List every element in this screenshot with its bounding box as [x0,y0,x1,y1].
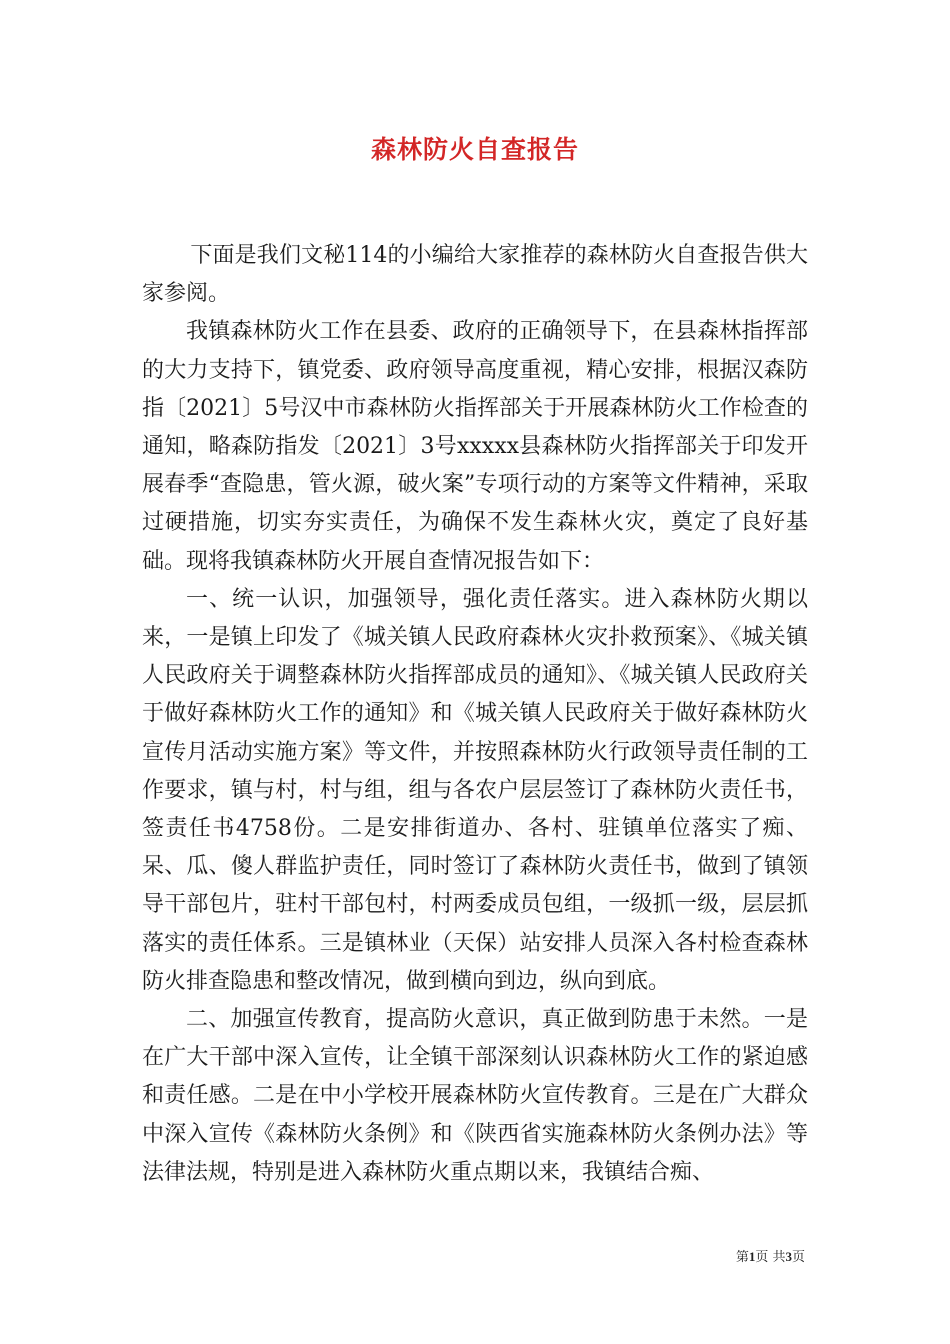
footer-suffix: 页 [791,1250,805,1265]
body-paragraph-3: 二、加强宣传教育，提高防火意识，真正做到防患于未然。一是在广大干部中深入宣传，让全镇干部深刻认识森林防火工作的紧迫感和责任感。二是在中小学校开展森林防火宣传教育。三是在广大群众中深入宣传《森林防火条例》和《陕西省实施森林防火条例办法》等法律法规，特别是进入森林防火重点期以来，我镇结合痴、 [142,1007,808,1185]
footer-current-page: 1 [748,1249,756,1264]
page-number-footer [736,1246,805,1265]
intro-paragraph: 下面是我们文秘114的小编给大家推荐的森林防火自查报告供大家参阅。 [142,243,808,307]
document-body [142,237,808,1192]
footer-prefix: 第 [735,1250,749,1265]
footer-middle: 页 共 [755,1250,786,1265]
body-paragraph-1: 我镇森林防火工作在县委、政府的正确领导下，在县森林指挥部的大力支持下，镇党委、政府领导高度重视，精心安排，根据汉森防指〔2021〕5号汉中市森林防火指挥部关于开展森林防火工作检查的通知，略森防指发〔2021〕3号xxxxx县森林防火指挥部关于印发开展春季“查隐患，管火源，破火案”专项行动的方案等文件精神，采取过硬措施，切实夯实责任，为确保不发生森林火灾，奠定了良好基础。现将我镇森林防火开展自查情况报告如下： [142,319,808,574]
body-paragraph-2: 一、统一认识，加强领导，强化责任落实。进入森林防火期以来，一是镇上印发了《城关镇人民政府森林火灾扑救预案》、《城关镇人民政府关于调整森林防火指挥部成员的通知》、《城关镇人民政府关于做好森林防火工作的通知》和《城关镇人民政府关于做好森林防火宣传月活动实施方案》等文件，并按照森林防火行政领导责任制的工作要求，镇与村，村与组，组与各农户层层签订了森林防火责任书，签责任书4758份。二是安排街道办、各村、驻镇单位落实了痴、呆、瓜、傻人群监护责任，同时签订了森林防火责任书，做到了镇领导干部包片，驻村干部包村，村两委成员包组，一级抓一级，层层抓落实的责任体系。三是镇林业（天保）站安排人员深入各村检查森林防火排查隐患和整改情况，做到横向到边，纵向到底。 [142,586,808,994]
footer-total-pages: 3 [785,1249,792,1264]
document-title: 森林防火自查报告 [370,135,579,164]
